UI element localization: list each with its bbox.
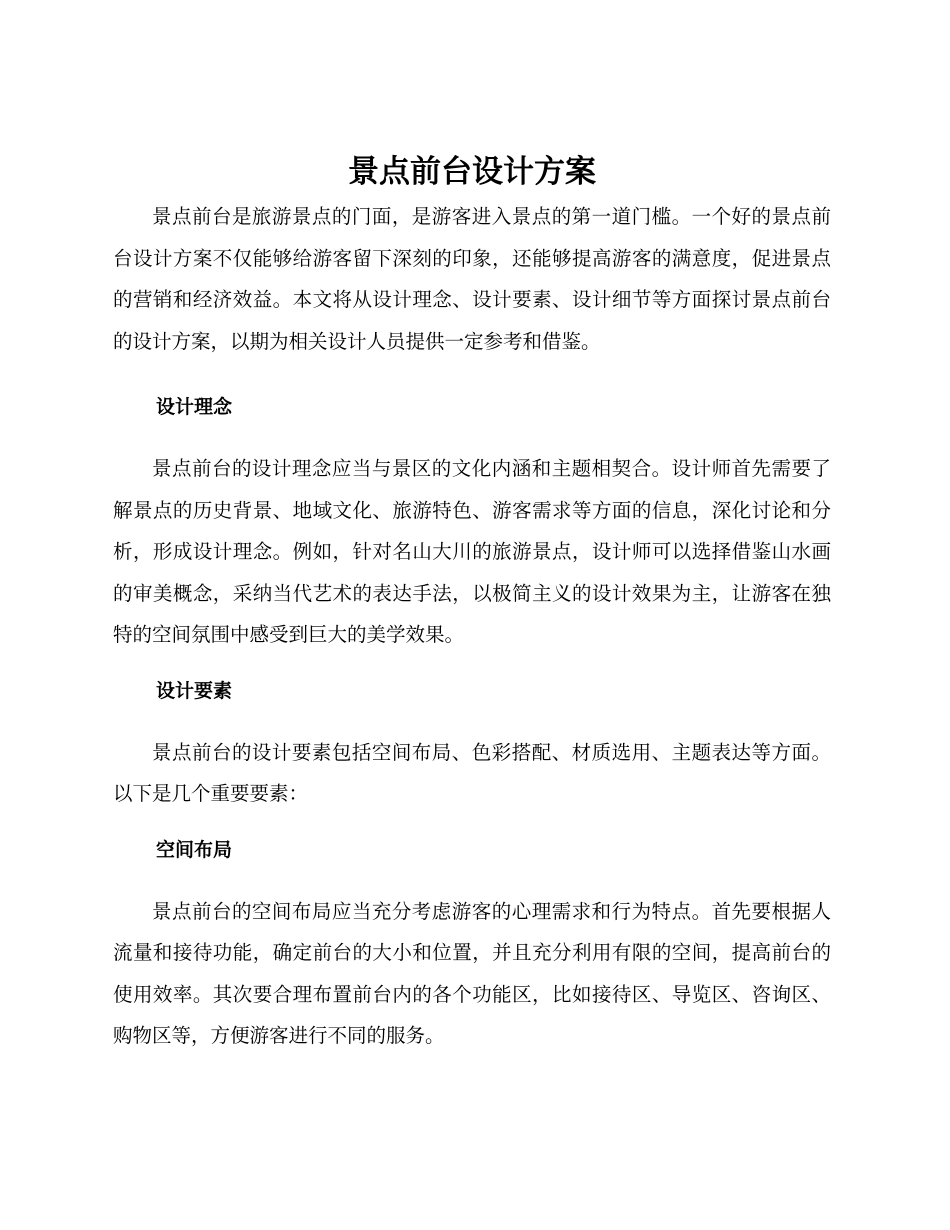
spacer [113, 422, 831, 448]
section-body-design-elements: 景点前台的设计要素包括空间布局、色彩搭配、材质选用、主题表达等方面。以下是几个重要要素： [113, 740, 831, 805]
section-heading-design-concept: 设计理念 [156, 396, 233, 418]
document-title: 景点前台设计方案 [348, 154, 596, 190]
section-body-space-layout: 景点前台的空间布局应当充分考虑游客的心理需求和行为特点。首先要根据人流量和接待功能，确定前台的大小和位置，并且充分利用有限的空间，提高前台的使用效率。其次要合理布置前台内的各个功能区，比如接待区、导览区、咨询区、购物区等，方便游客进行不同的服务。 [113, 899, 831, 1047]
intro-paragraph: 景点前台是旅游景点的门面，是游客进入景点的第一道门槛。一个好的景点前台设计方案不仅能够给游客留下深刻的印象，还能够提高游客的满意度，促进景点的营销和经济效益。本文将从设计理念、设计要素、设计细节等方面探讨景点前台的设计方案，以期为相关设计人员提供一定参考和借鉴。 [113, 205, 831, 353]
section-body-design-concept: 景点前台的设计理念应当与景区的文化内涵和主题相契合。设计师首先需要了解景点的历史背景、地域文化、旅游特色、游客需求等方面的信息，深化讨论和分析，形成设计理念。例如，针对名山大川的旅游景点，设计师可以选择借鉴山水画的审美概念，采纳当代艺术的表达手法，以极简主义的设计效果为主，让游客在独特的空间氛围中感受到巨大的美学效果。 [113, 457, 831, 646]
document-page [113, 150, 831, 1057]
section-heading-space-layout: 空间布局 [156, 838, 233, 861]
spacer [113, 865, 831, 891]
section-heading-design-elements: 设计要素 [156, 679, 233, 702]
spacer [113, 656, 831, 676]
spacer [113, 815, 831, 835]
spacer [113, 706, 831, 732]
spacer [113, 362, 831, 392]
